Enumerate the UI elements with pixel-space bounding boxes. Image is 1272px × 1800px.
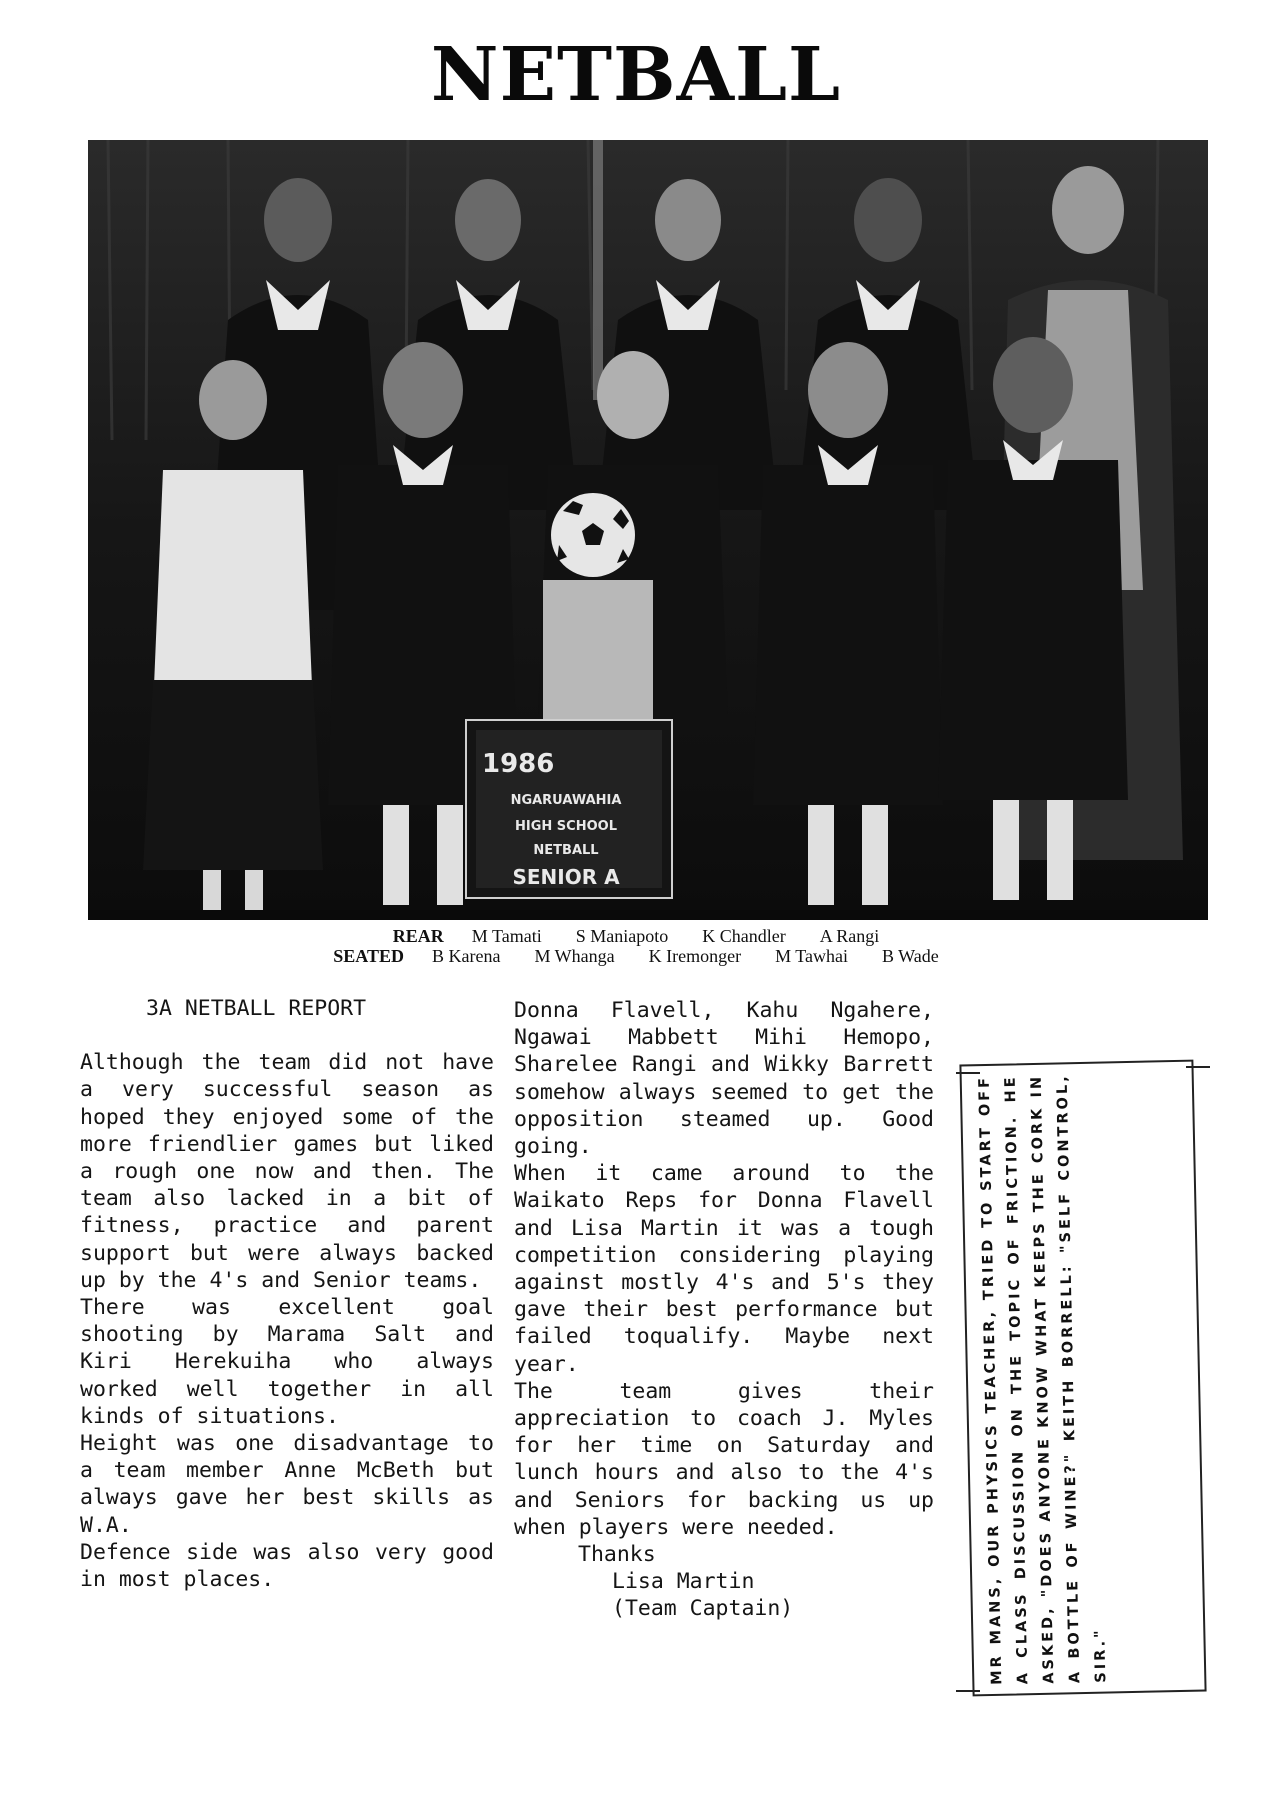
report-paragraph: Donna Flavell, Kahu Ngahere, Ngawai Mabbett Mihi Hemopo, Sharelee Rangi and Wikky Barrett somehow always seemed to get the opposition steamed up. Good going. <box>514 998 934 1160</box>
report-heading: 3A NETBALL REPORT <box>146 996 367 1021</box>
caption-seated-row <box>0 946 1272 967</box>
caption-seated-name: B Wade <box>881 946 939 966</box>
joke-text: MR MANS, OUR PHYSICS TEACHER, TRIED TO START OFF A CLASS DISCUSSION ON THE TOPIC OF FRICTION. HE ASKED, "DOES ANYONE KNOW WHAT KEEPS THE CORK IN A BOTTLE OF WINE?" KEITH BORRELL: "SELF CONTROL, SIR." <box>976 1073 1110 1686</box>
page-title: NETBALL <box>430 32 842 118</box>
signature-role: (Team Captain) <box>612 1596 794 1622</box>
caption-seated-name: M Whanga <box>534 946 615 966</box>
caption-seated-label: SEATED <box>333 946 404 966</box>
box-corner-mark <box>956 1690 980 1692</box>
board-line4: SENIOR A <box>512 865 620 889</box>
team-board <box>466 720 672 898</box>
board-line1: NGARUAWAHIA <box>510 793 622 808</box>
report-paragraph: Defence side was also very good in most places. <box>80 1539 494 1593</box>
ball-icon <box>551 493 635 577</box>
caption-rear-name: M Tamati <box>471 926 542 946</box>
board-line3: NETBALL <box>533 843 599 858</box>
report-paragraph: Although the team did not have a very successful season as hoped they enjoyed some of the more friendlier games but liked a rough one now and then. The team also lacked in a bit of fitness, practice and parent support but were always backed up by the 4's and Senior teams. <box>80 1050 494 1293</box>
report-left-column <box>80 995 494 1593</box>
box-corner-mark <box>1186 1066 1210 1068</box>
caption-seated-name: B Karena <box>431 946 501 966</box>
report-paragraph: There was excellent goal shooting by Marama Salt and Kiri Herekuiha who always worked well together in all kinds of situations. <box>80 1295 494 1429</box>
caption-seated-name: K Iremonger <box>648 946 742 966</box>
report-right-column <box>514 997 934 1623</box>
caption-seated-name: M Tawhai <box>775 946 848 966</box>
joke-sidebox <box>959 1060 1206 1697</box>
report-paragraph: Height was one disadvantage to a team member Anne McBeth but always gave her best skills as W.A. <box>80 1431 494 1538</box>
caption-rear-name: S Maniapoto <box>575 926 669 946</box>
caption-rear-row <box>0 926 1272 947</box>
team-photo <box>88 140 1208 920</box>
report-paragraph: The team gives their appreciation to coach J. Myles for her time on Saturday and lunch hours and also to the 4's and Seniors for backing us up when players were needed. <box>514 1378 934 1540</box>
caption-rear-name: A Rangi <box>819 926 880 946</box>
board-year: 1986 <box>482 749 555 779</box>
caption-rear-label: REAR <box>392 926 444 946</box>
caption-rear-name: K Chandler <box>702 926 786 946</box>
report-thanks: Thanks <box>578 1542 656 1568</box>
box-corner-mark <box>956 1072 980 1074</box>
signature-name: Lisa Martin <box>612 1569 755 1595</box>
report-paragraph: When it came around to the Waikato Reps for Donna Flavell and Lisa Martin it was a tough competition considering playing against mostly 4's and 5's they gave their best performance but failed toqualify. Maybe next year. <box>514 1161 934 1377</box>
board-line2: HIGH SCHOOL <box>515 819 617 834</box>
team-photo-illustration <box>88 140 1208 920</box>
